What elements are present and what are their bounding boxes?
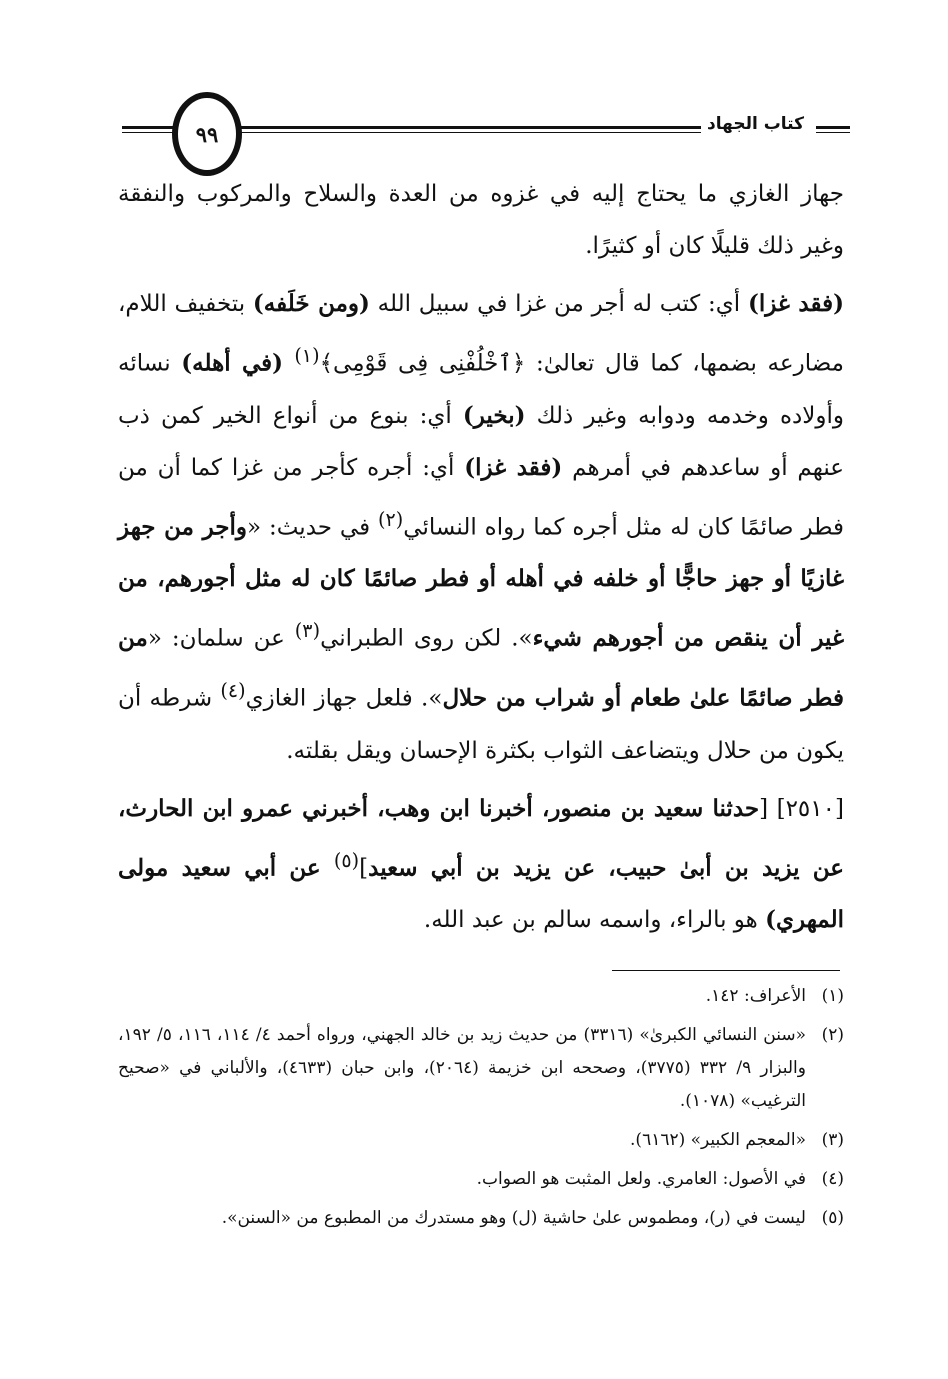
footnote-number: (٣) bbox=[821, 1130, 844, 1150]
footnotes bbox=[118, 980, 844, 1241]
text-run: ». فلعل جهاز الغازي bbox=[245, 685, 443, 712]
footnote-ref: (٢) bbox=[378, 507, 404, 531]
footnote-text: في الأصول: العامري. ولعل المثبت هو الصواب. bbox=[476, 1169, 806, 1189]
paragraph-2 bbox=[118, 278, 844, 777]
footnote-ref: (٤) bbox=[220, 678, 246, 702]
hadith-text: وأجر من جهز غازيًا أو جهز حاجًّا أو خلفه في أهله أو فطر صائمًا كان له مثل أجورهم، من غير أن ينقص من أجورهم شيء bbox=[118, 513, 844, 652]
text-run: في حديث: « bbox=[246, 514, 379, 541]
paragraph-3 bbox=[118, 783, 844, 947]
footnote-separator bbox=[612, 970, 840, 971]
footnote-number: (٥) bbox=[821, 1208, 844, 1228]
bold-term: (ومن خَلَفه) bbox=[252, 290, 370, 317]
bold-term: (فقد غزا) bbox=[464, 453, 563, 481]
header-rule bbox=[816, 126, 850, 129]
page-number-badge bbox=[172, 92, 242, 176]
text-run: بتخفيف اللام، مضارعه بضمها، كما قال تعالىٰ: ﴿ٱخْلُفْنِى فِى قَوْمِى﴾ bbox=[118, 291, 844, 377]
footnote-text: الأعراف: ١٤٢. bbox=[705, 986, 806, 1006]
header-rule bbox=[816, 132, 850, 133]
footnote-item bbox=[118, 1163, 844, 1196]
footnote-text: «المعجم الكبير» (٦١٦٢). bbox=[630, 1130, 806, 1150]
paragraph-1: جهاز الغازي ما يحتاج إليه في غزوه من العدة والسلاح والمركوب والنفقة وغير ذلك قليلًا كان أو كثيرًا. bbox=[118, 181, 844, 259]
footnote-number: (٤) bbox=[821, 1169, 844, 1189]
footnote-text: ليست في (ر)، ومطموس علىٰ حاشية (ل) وهو مستدرك من المطبوع من «السنن». bbox=[221, 1208, 806, 1228]
text-run: أي: أجره كأجر من غزا كما أن من فطر صائمًا كان له مثل أجره كما رواه النسائي bbox=[118, 454, 844, 541]
text-run: شرطه أن يكون من حلال ويتضاعف الثواب بكثرة الإحسان ويقل بقلته. bbox=[118, 685, 844, 764]
page-number: ٩٩ bbox=[195, 121, 219, 147]
bold-term: (فقد غزا) bbox=[747, 290, 845, 317]
footnote-item bbox=[118, 1202, 844, 1235]
text-run: أي: كتب له أجر من غزا في سبيل الله bbox=[369, 291, 748, 317]
footnote-ref: (١) bbox=[294, 344, 320, 367]
footnote-number: (٢) bbox=[821, 1025, 844, 1045]
bold-term: (بخير) bbox=[462, 401, 526, 429]
text-run: هو بالراء، واسمه سالم بن عبد الله. bbox=[423, 907, 766, 934]
page-header bbox=[110, 92, 850, 168]
header-rule bbox=[230, 132, 708, 133]
isnad-text: حدثنا سعيد بن منصور، أخبرنا ابن وهب، أخبرني عمرو ابن الحارث، عن يزيد بن أبىٰ حبيب، عن يزيد بن أبي سعيد bbox=[118, 794, 844, 882]
header-rule bbox=[230, 126, 708, 129]
footnote-text: «سنن النسائي الكبرىٰ» (٣٣١٦) من حديث زيد بن خالد الجهني، ورواه أحمد ٤/ ١١٤، ١١٦، ٥/ ١٩٢، والبزار ٩/ ٣٣٢ (٣٧٧٥)، وصححه ابن خزيمة (٢٠٦٤)، وابن حبان (٤٦٣٣)، والألباني في «صحيح الترغيب» (١٠٧٨). bbox=[118, 1025, 806, 1111]
text-run: أي: بنوع من أنواع الخير كمن ذب عنهم أو ساعدهم في أمرهم bbox=[118, 402, 844, 481]
text-run: [٢٥١٠] [ bbox=[759, 795, 844, 822]
main-text bbox=[118, 168, 844, 952]
footnote-number: (١) bbox=[821, 986, 844, 1006]
text-run: عن سلمان: « bbox=[147, 625, 295, 652]
footnote-ref: (٣) bbox=[294, 619, 321, 643]
text-run: ] bbox=[359, 855, 369, 882]
running-title: كتاب الجهاد bbox=[701, 114, 810, 134]
footnote-item bbox=[118, 980, 844, 1013]
footnote-item bbox=[118, 1124, 844, 1157]
footnote-ref: (٥) bbox=[333, 848, 360, 872]
bold-term: عن أبي سعيد مولى المهري) bbox=[118, 854, 844, 934]
hadith-text: من فطر صائمًا علىٰ طعام أو شراب من حلال bbox=[118, 624, 844, 712]
text-run: نسائه وأولاده وخدمه ودوابه وغير ذلك bbox=[118, 350, 844, 429]
text-run: ». لكن روى الطبراني bbox=[320, 625, 533, 652]
footnote-item bbox=[118, 1019, 844, 1118]
bold-term: (في أهله) bbox=[181, 349, 295, 377]
